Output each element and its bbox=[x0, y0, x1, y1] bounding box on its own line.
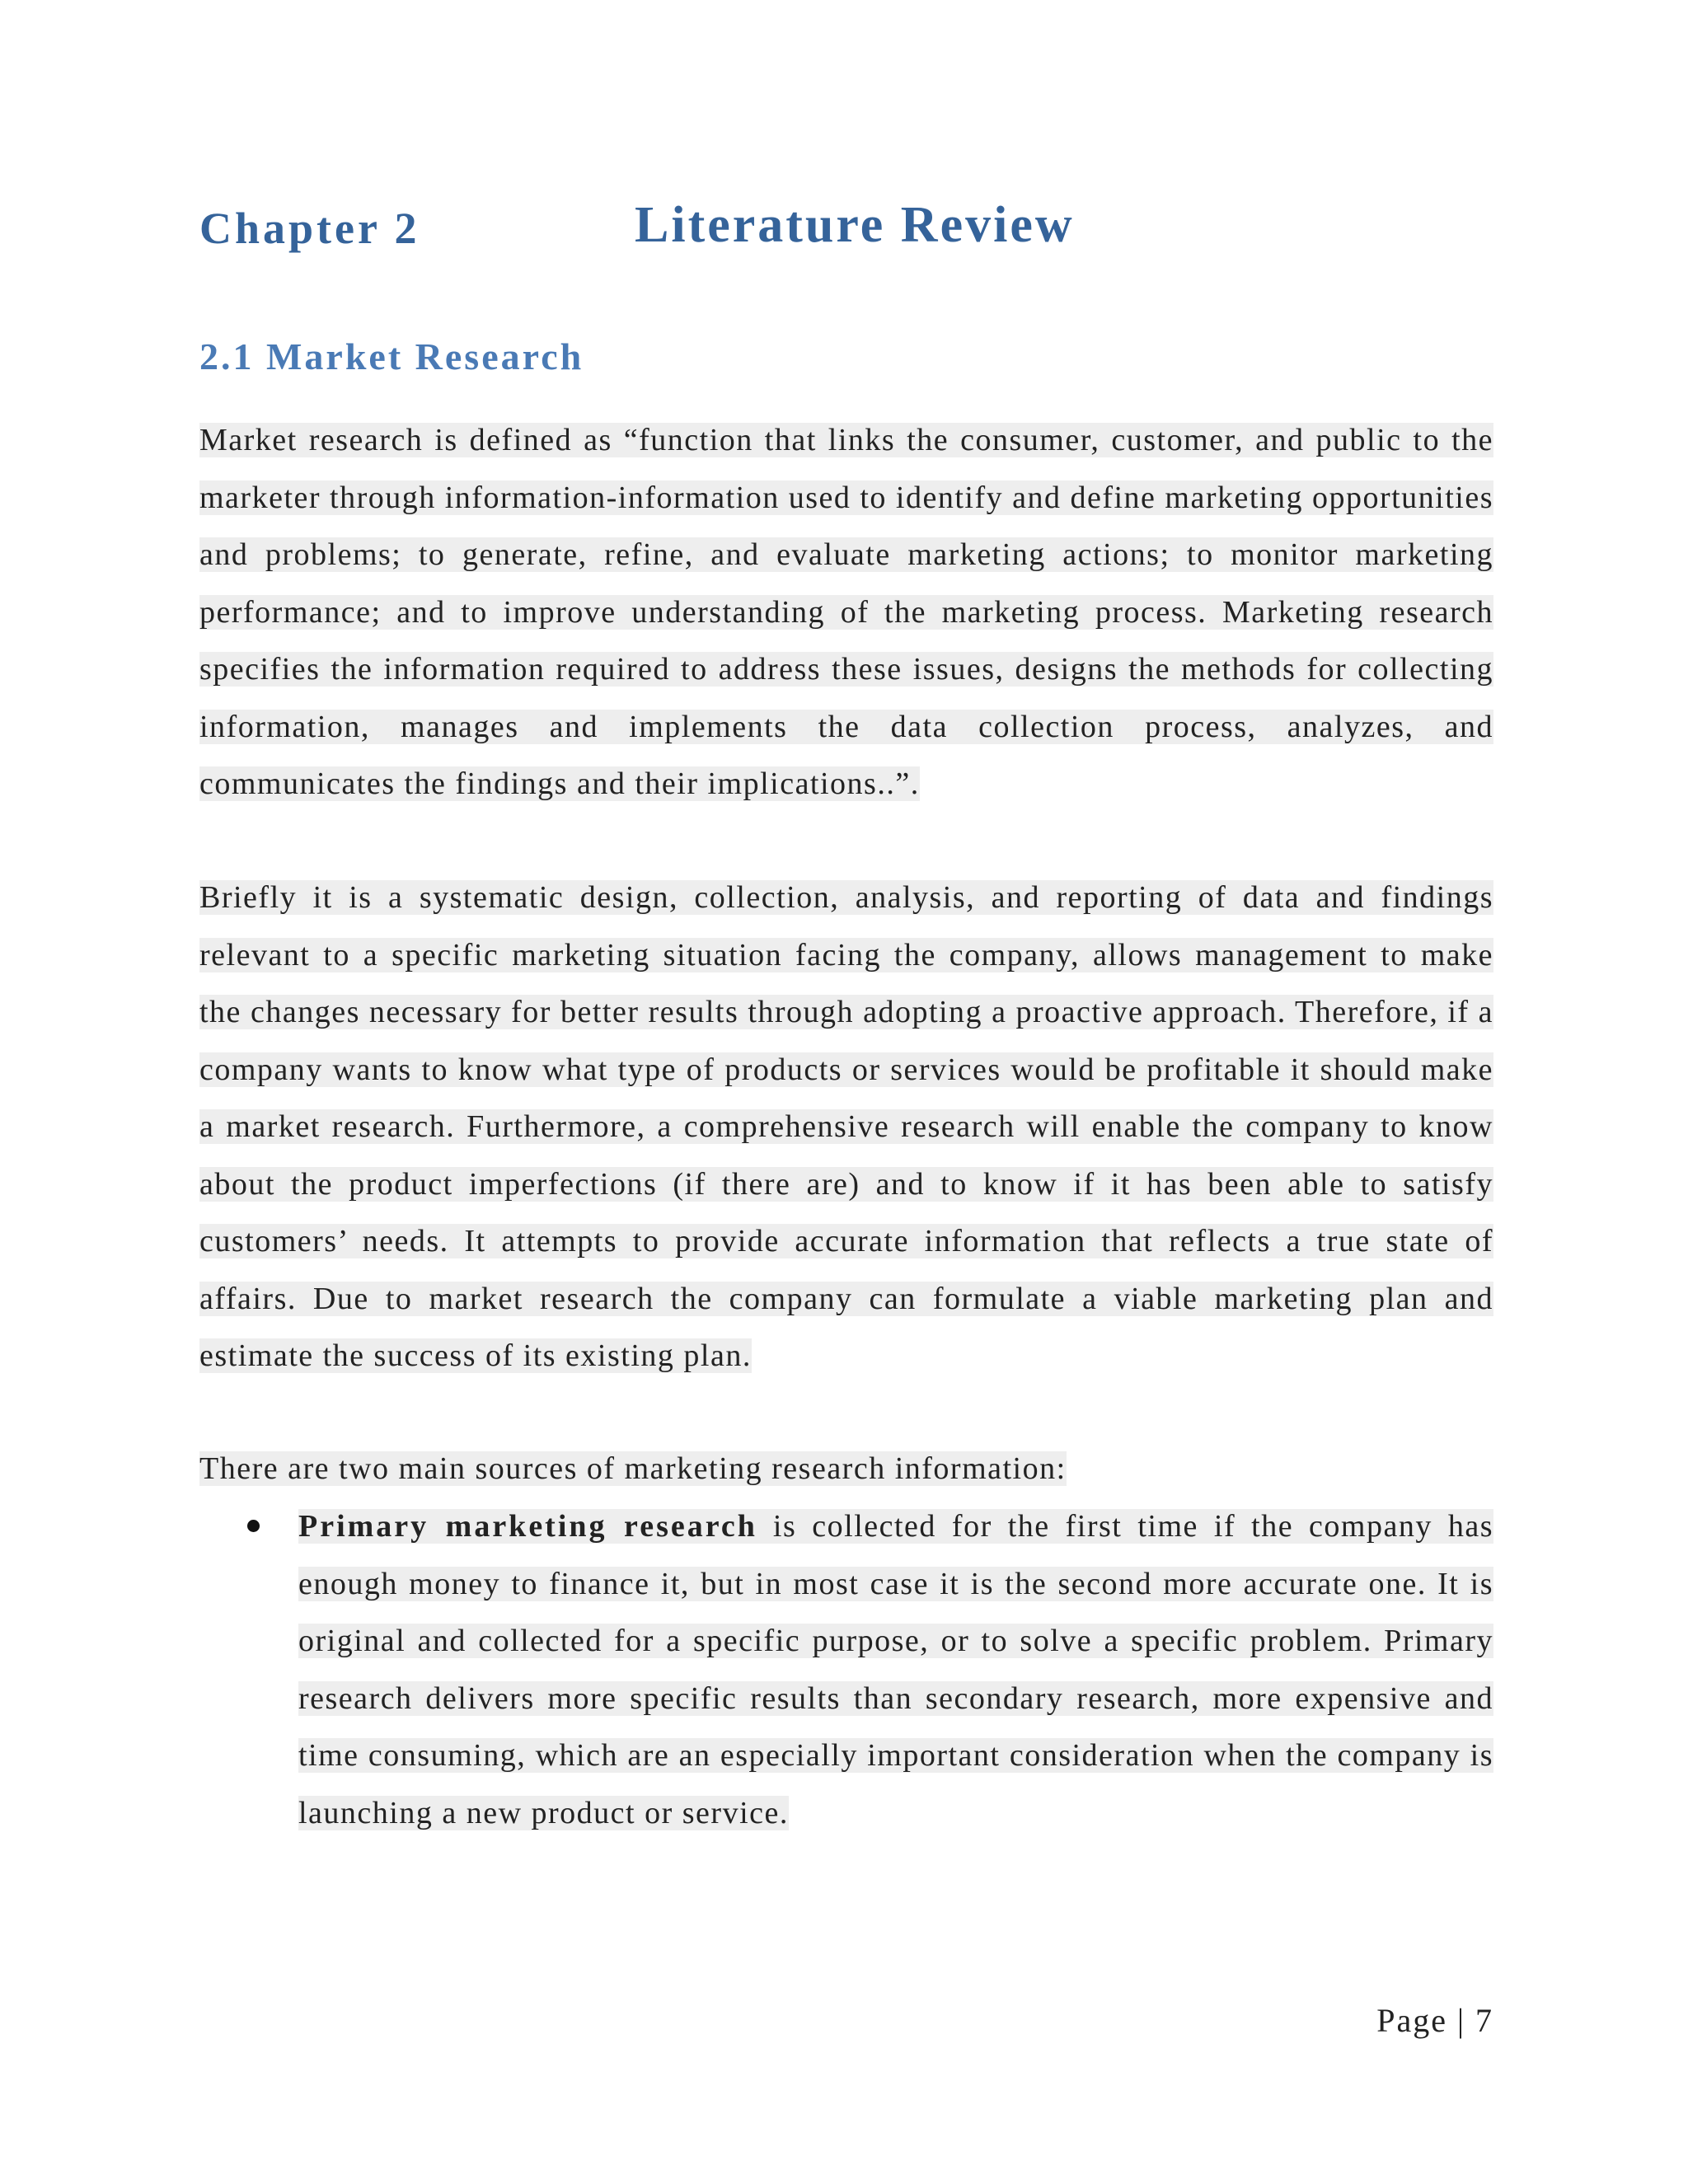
paragraph-text: Briefly it is a systematic design, collection, analysis, and reporting of data and findings relevant to a specific marketing situation facing the company, allows management to make the changes necessary for better results through adopting a proactive approach. Therefore, if a company wants to know what type of products or services would be profitable it should make a market research. Furthermore, a comprehensive research will enable the company to know about the product imperfections (if there are) and to know if it has been able to satisfy customers’ needs. It attempts to provide accurate information that reflects a true state of affairs. Due to market research the company can formulate a viable marketing plan and estimate the success of its existing plan. bbox=[199, 880, 1493, 1373]
chapter-title: Literature Review bbox=[635, 197, 1075, 253]
list-item-term: Primary marketing research bbox=[298, 1509, 757, 1544]
list-item bbox=[247, 1498, 1493, 1842]
list-item-text: is collected for the first time if the company has enough money to finance it, but in most case it is the second more accurate one. It is original and collected for a specific purpose, or to solve a specific problem. Primary research delivers more specific results than secondary research, more expensive and time consuming, which are an especially important consideration when the company is launching a new product or service. bbox=[298, 1509, 1494, 1830]
section-heading: 2.1 Market Research bbox=[199, 335, 584, 377]
paragraph-definition bbox=[199, 412, 1493, 813]
paragraph-text: There are two main sources of marketing research information: bbox=[199, 1451, 1067, 1486]
paragraph-sources-intro bbox=[199, 1441, 1493, 1498]
chapter-heading bbox=[199, 196, 1493, 262]
sources-list bbox=[247, 1498, 1493, 1842]
page-number: Page | 7 bbox=[1376, 2002, 1493, 2039]
paragraph-text: Market research is defined as “function that links the consumer, customer, and public to the marketer through information-information used to identify and define marketing opportunities and problems; to generate, refine, and evaluate marketing actions; to monitor marketing performance; and to improve understanding of the marketing process. Marketing research specifies the information required to address these issues, designs the methods for collecting information, manages and implements the data collection process, analyzes, and communicates the findings and their implications..”. bbox=[199, 423, 1494, 801]
list-item-content bbox=[298, 1509, 1493, 1830]
paragraph-overview bbox=[199, 869, 1493, 1385]
bullet-icon bbox=[247, 1520, 260, 1532]
chapter-label: Chapter 2 bbox=[199, 204, 420, 253]
